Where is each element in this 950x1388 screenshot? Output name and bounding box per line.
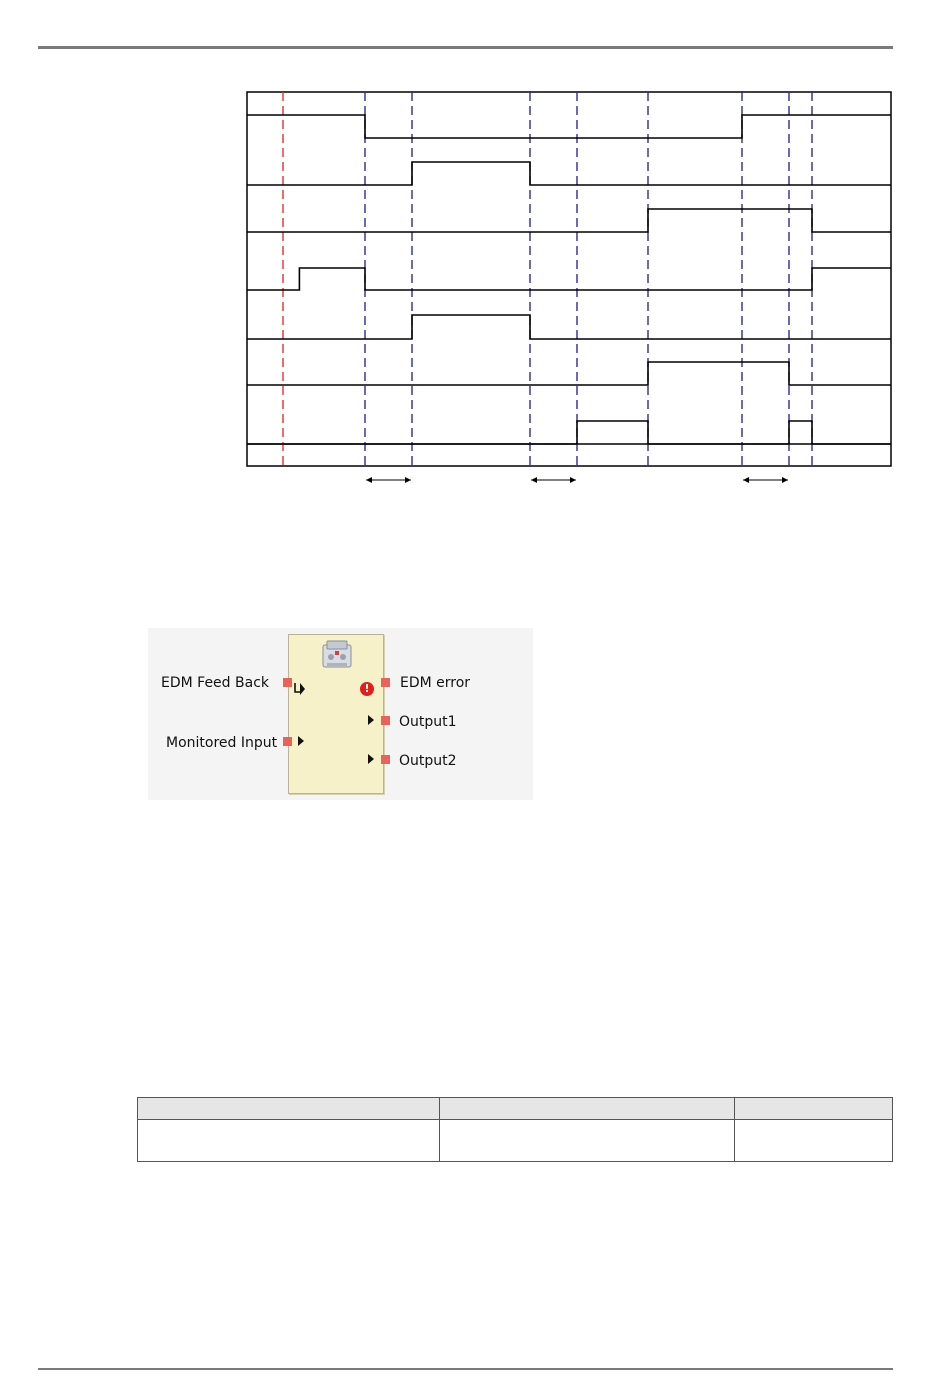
arrow-right-icon [405, 477, 411, 483]
interval-arrow [531, 477, 576, 483]
interval-arrow [366, 477, 411, 483]
output-pin-edm-error[interactable] [381, 678, 390, 687]
output-label-output2: Output2 [399, 753, 457, 769]
signal-trace-1 [247, 115, 891, 138]
arrow-left-icon [531, 477, 537, 483]
input-label-monitored-input: Monitored Input [166, 735, 278, 751]
output-pin-output2[interactable] [381, 755, 390, 764]
interval-arrow [743, 477, 788, 483]
feedback-arrow-icon [294, 682, 306, 696]
output-label-edm-error: EDM error [400, 675, 471, 691]
table-header-cell [440, 1098, 735, 1120]
signal-trace-4 [247, 268, 891, 290]
signal-trace-2 [247, 162, 891, 185]
table-cell [138, 1120, 440, 1162]
timing-chart-frame [247, 92, 891, 466]
arrow-left-icon [743, 477, 749, 483]
contactor-relay-icon [319, 639, 355, 671]
table-cell [440, 1120, 735, 1162]
signal-trace-3 [247, 209, 891, 232]
input-arrow-icon [298, 736, 304, 746]
input-pin-edm-feedback[interactable] [283, 678, 292, 687]
arrow-left-icon [366, 477, 372, 483]
footer-rule [38, 1368, 893, 1370]
output-arrow-icon [368, 754, 374, 764]
table-header-row [138, 1098, 893, 1120]
function-block-body[interactable] [288, 634, 384, 794]
signal-trace-7 [247, 421, 891, 444]
output-pin-output1[interactable] [381, 716, 390, 725]
input-label-edm-feedback: EDM Feed Back [161, 675, 269, 691]
table-cell [735, 1120, 893, 1162]
arrow-right-icon [782, 477, 788, 483]
table-header-cell [138, 1098, 440, 1120]
table-row [138, 1120, 893, 1162]
output-arrow-icon [368, 715, 374, 725]
signal-trace-5 [247, 315, 891, 339]
signal-trace-6 [247, 362, 891, 385]
function-block-figure [148, 628, 533, 800]
table-header-cell [735, 1098, 893, 1120]
parameter-table [137, 1097, 893, 1162]
input-pin-monitored-input[interactable] [283, 737, 292, 746]
timing-chart [0, 0, 950, 500]
error-exclamation-icon: ! [360, 682, 374, 696]
output-label-output1: Output1 [399, 714, 457, 730]
arrow-right-icon [570, 477, 576, 483]
